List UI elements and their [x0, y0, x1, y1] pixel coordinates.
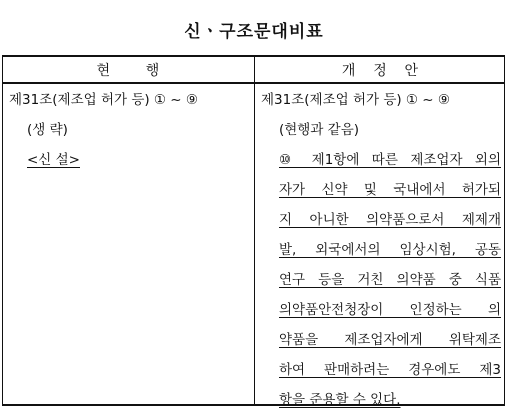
column-divider — [254, 57, 255, 404]
proposed-text-cell — [261, 85, 503, 415]
current-text-cell — [9, 85, 251, 175]
paragraph-line: 지 아니한 의약품으로서 제제개 — [279, 212, 501, 228]
proposed-same: (현행과 같음) — [279, 122, 360, 138]
current-article: 제31조(제조업 허가 등) ① ~ ⑨ — [9, 92, 199, 108]
current-new-marker — [9, 145, 251, 175]
header-proposed: 개 정 안 — [341, 63, 419, 79]
paragraph-line: 발, 외국에서의 임상시험, 공동 — [279, 242, 501, 258]
header-current: 현 행 — [96, 63, 160, 79]
paragraph-line: 약품을 제조업자에게 위탁제조 — [279, 332, 501, 348]
paragraph-line: ⑩ 제1항에 따른 제조업자 외의 — [279, 152, 501, 168]
proposed-new-paragraph — [261, 145, 503, 415]
proposed-article: 제31조(제조업 허가 등) ① ~ ⑨ — [261, 92, 451, 108]
paragraph-line: 하여 판매하려는 경우에도 제3 — [279, 362, 501, 378]
current-omitted: (생 략) — [27, 122, 68, 138]
paragraph-line: 연구 등을 거친 의약품 중 식품 — [279, 272, 501, 288]
page-title: 신ㆍ구조문대비표 — [184, 22, 324, 42]
new-marker-text: <신 설> — [27, 152, 80, 168]
comparison-table — [2, 55, 505, 406]
paragraph-line: 자가 신약 및 국내에서 허가되 — [279, 182, 501, 198]
paragraph-line: 의약품안전청장이 인정하는 의 — [279, 302, 501, 318]
paragraph-line: 항을 준용할 수 있다. — [279, 392, 401, 408]
